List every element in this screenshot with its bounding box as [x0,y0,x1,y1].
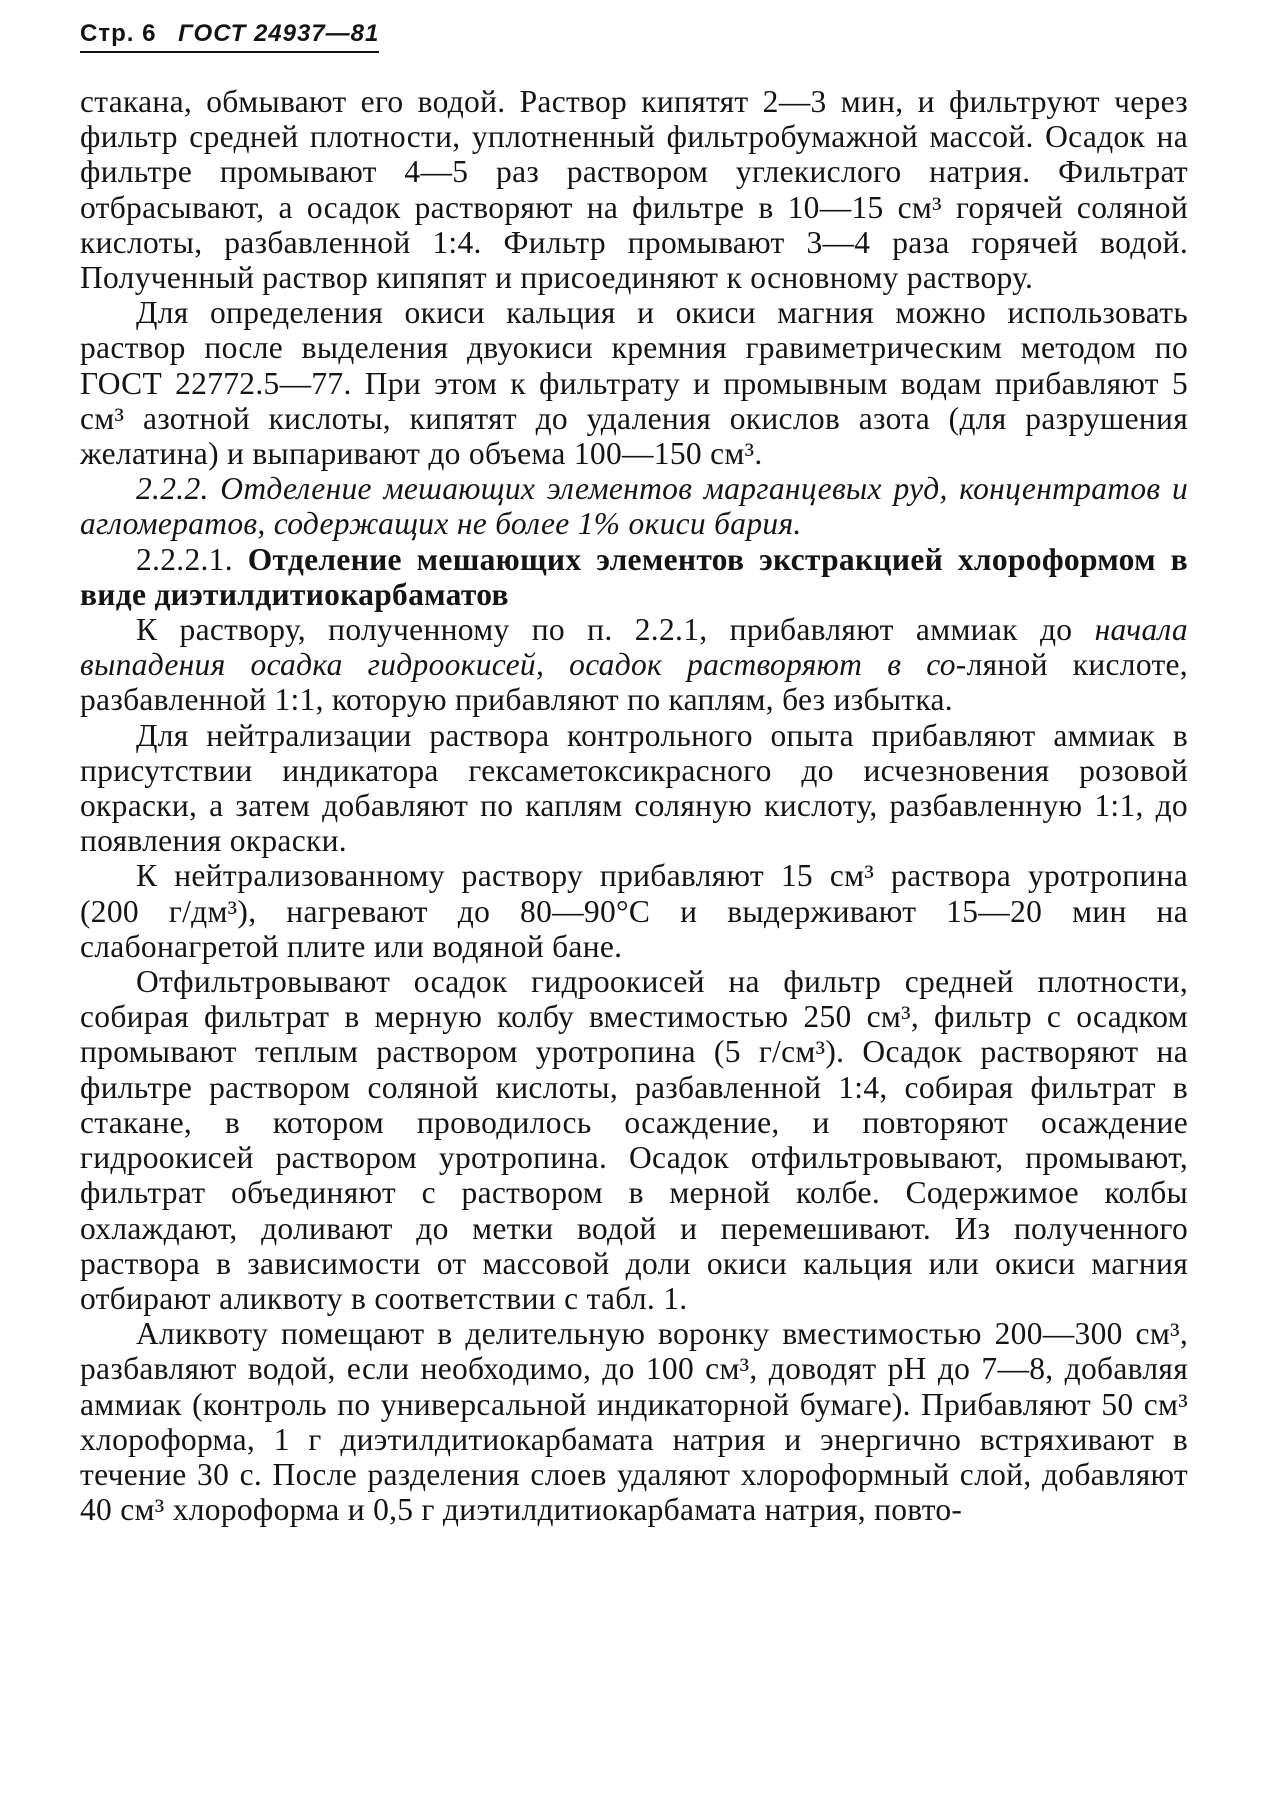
paragraph-ammonia-part3: ляной кислоте, разбавленной 1:1, которую прибавляют по каплям, без избытка. [80,647,1188,718]
page-header [80,20,379,53]
paragraph-ammonia [80,612,1188,718]
section-number: 2.2.2.1. [136,541,233,577]
standard-code: ГОСТ 24937—81 [178,20,380,47]
paragraph-urotropine: К нейтрализованному раствору прибавляют 15 см³ раствора уротропина (200 г/дм³), нагревают до 80—90°С и выдерживают 15—20 мин на слабонагретой плите или водяной бане. [80,858,1188,964]
section-2-2-2-1-heading [80,542,1188,612]
paragraph-neutralization: Для нейтрализации раствора контрольного опыта прибавляют аммиак в присутствии индикатора гексаметоксикрасного до исчезновения розовой окраски, а затем добавляют по каплям соляную кислоту, разбавленную 1:1, до появления окраски. [80,717,1188,859]
section-title: Отделение мешающих элементов экстракцией хлороформом в виде диэтилдитиокарбаматов [80,541,1188,612]
paragraph-aliquot: Аликвоту помещают в делительную воронку вместимостью 200—300 см³, разбавляют водой, если необходимо, до 100 см³, доводят pH до 7—8, добавляя аммиак (контроль по универсальной индикаторной бумаге). Прибавляют 50 см³ хлороформа, 1 г диэтилдитиокарбамата натрия и энергично встряхивают в течение 30 с. После разделения слоев удаляют хлороформный слой, добавляют 40 см³ хлороформа и 0,5 г диэтилдитиокарбамата натрия, повто- [80,1316,1188,1528]
paragraph-filtration: Отфильтровывают осадок гидроокисей на фильтр средней плотности, собирая фильтрат в мерную колбу вместимостью 250 см³, фильтр с осадком промывают теплым раствором уротропина (5 г/см³). Осадок растворяют на фильтре раствором соляной кислоты, разбавленной 1:4, собирая фильтрат в стакане, в котором проводилось осаждение, и повторяют осаждение гидроокисей раствором уротропина. Осадок отфильтровывают, промывают, фильтрат объединяют с раствором в мерной колбе. Содержимое колбы охлаждают, доливают до метки водой и перемешивают. Из полученного раствора в зависимости от массовой доли окиси кальция или окиси магния отбирают аликвоту в соответствии с табл. 1. [80,964,1188,1316]
paragraph-continuation: стакана, обмывают его водой. Раствор кипятят 2—3 мин, и фильтруют через фильтр средней плотности, уплотненный фильтробумажной массой. Осадок на фильтре промывают 4—5 раз раствором углекислого натрия. Фильтрат отбрасывают, а осадок растворяют на фильтре в 10—15 см³ горячей соляной кислоты, разбавленной 1:4. Фильтр промывают 3—4 раза горячей водой. Полученный раствор кипяпят и присоединяют к основному раствору. [80,84,1188,296]
paragraph-ammonia-part2: начала выпадения осадка гидроокисей, осадок растворяют в со- [80,612,1188,683]
section-2-2-2-heading: 2.2.2. Отделение мешающих элементов марганцевых руд, концентратов и агломератов, содержащих не более 1% окиси бария. [80,471,1188,542]
document-body [80,84,1188,1527]
paragraph-ammonia-part1: К раствору, полученному по п. 2.2.1, прибавляют аммиак до [136,612,1073,648]
paragraph-gravimetric: Для определения окиси кальция и окиси магния можно использовать раствор после выделения двуокиси кремния гравиметрическим методом по ГОСТ 22772.5—77. При этом к фильтрату и промывным водам прибавляют 5 см³ азотной кислоты, кипятят до удаления окислов азота (для разрушения желатина) и выпаривают до объема 100—150 см³. [80,295,1188,472]
page-number: Стр. 6 [80,20,157,47]
